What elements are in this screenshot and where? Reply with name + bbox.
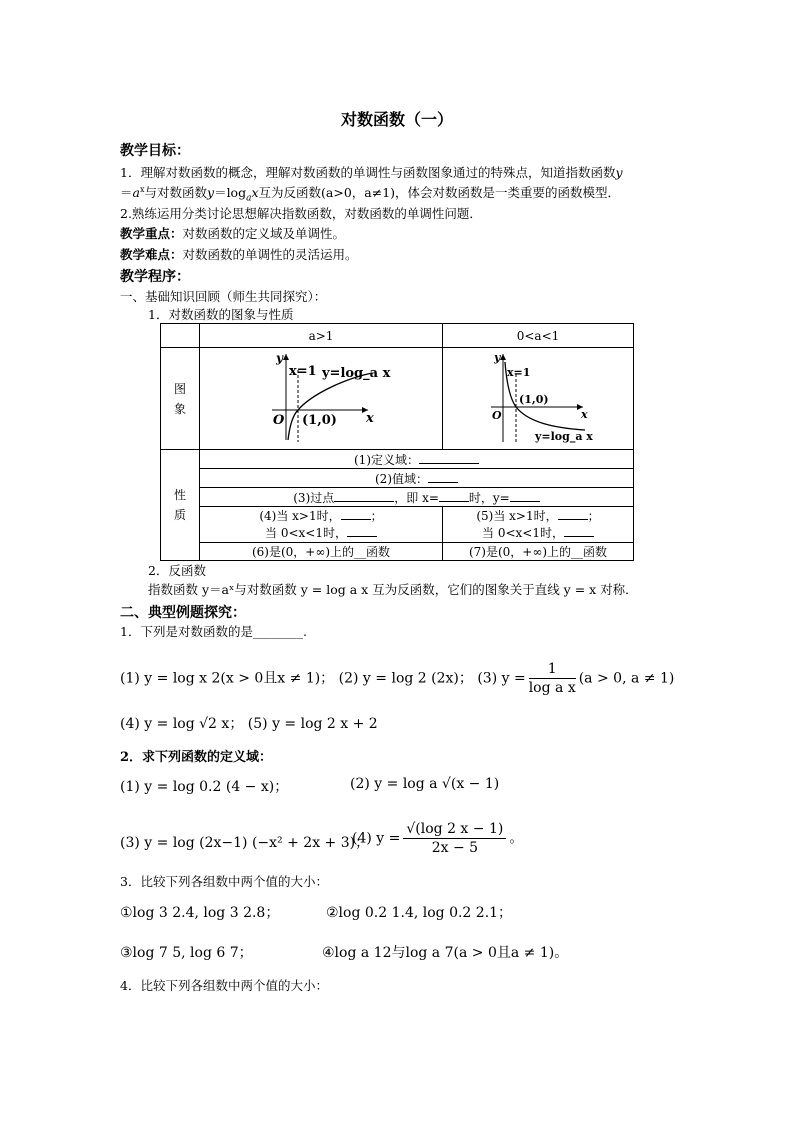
row-graph-label: 图象	[161, 348, 200, 450]
section1-heading: 一、基础知识回顾（师生共同探究）：	[120, 289, 327, 304]
prop-3: (3)过点 ，即 x= 时，y=	[200, 488, 634, 507]
curve-label: y=log_a x	[322, 366, 391, 381]
q2-opt2: (2) y = log a √(x − 1)	[350, 776, 500, 792]
axis-x-label-2: x	[581, 408, 588, 421]
q4: 4．比较下列各组数中两个值的大小：	[120, 978, 328, 993]
log-function-table	[160, 323, 634, 561]
graph-increasing	[200, 348, 442, 446]
origin-label-2: O	[492, 409, 502, 422]
q3-opt4: ④log a 12与log a 7(a > 0且a ≠ 1)。	[322, 945, 569, 961]
page-title: 对数函数（一）	[340, 110, 453, 129]
section1-sub1: 1．对数函数的图象与性质	[148, 307, 294, 322]
axis-y-label-2: y	[494, 351, 501, 364]
prop-6: (6)是(0，+∞)上的__函数	[200, 543, 443, 561]
curve-label-2: y=log_a x	[535, 430, 593, 443]
line-label: x=1	[289, 364, 317, 379]
section2-heading: 二、典型例题探究：	[120, 605, 246, 621]
prop-7: (7)是(0，+∞)上的__函数	[443, 543, 634, 561]
q3-opt3: ③log 7 5, log 6 7；	[120, 945, 253, 961]
section1-sub2: 2．反函数	[148, 563, 206, 578]
graph-decreasing	[443, 348, 633, 446]
procedure-heading: 教学程序：	[120, 269, 190, 285]
q2: 2．求下列函数的定义域：	[120, 750, 273, 765]
prop-2: (2)值域：	[200, 469, 634, 488]
q2-opt1: (1) y = log 0.2 (4 − x)；	[120, 779, 289, 795]
section1-sub2-text: 指数函数 y＝aˣ与对数函数 y = log a x 互为反函数，它们的图象关于直线 y = x 对称．	[148, 582, 638, 597]
header-a-lt-1: 0<a<1	[443, 324, 634, 348]
prop-5: (5)当 x>1时， ； 当 0<x<1时，	[443, 507, 634, 543]
axis-y-label: y	[276, 351, 283, 365]
q3: 3．比较下列各组数中两个值的大小：	[120, 874, 328, 889]
objective-line-1: 1．理解对数函数的概念，理解对数函数的单调性与函数图象通过的特殊点，知道指数函数y	[120, 165, 623, 180]
header-a-gt-1: a>1	[200, 324, 443, 348]
q1-options-row1: (1) y = log x 2(x > 0且x ≠ 1)； (2) y = log 2 (2x)； (3) y = $\frac{1}{\text{log a x}}$ (a > 0, a ≠ 1)	[120, 661, 675, 696]
point-label-2: (1,0)	[519, 393, 549, 406]
prop-4: (4)当 x>1时， ； 当 0<x<1时，	[200, 507, 443, 543]
graph-a-lt-1	[443, 348, 634, 450]
objective-line-1b: $=a^x$与对数函数$y=\log_ax$互为反函数(a>0，a≠1)，体会对数函数是一类重要的函数模型．	[120, 184, 621, 204]
point-label: (1,0)	[302, 413, 337, 428]
key-point: 教学重点：对数函数的定义域及单调性。	[120, 226, 346, 241]
prop-1: (1)定义域：	[200, 450, 634, 469]
q1: 1．下列是对数函数的是________.	[120, 624, 307, 639]
graph-a-gt-1	[200, 348, 443, 450]
line-label-2: x=1	[507, 366, 531, 379]
row-props-label: 性质	[161, 450, 200, 561]
q1-options-row2: (4) y = log √2 x； (5) y = log 2 x + 2	[120, 716, 378, 732]
q2-opt3: (3) y = log (2x−1) (−x² + 2x + 3)；	[120, 835, 370, 851]
origin-label: O	[273, 413, 285, 428]
axis-x-label: x	[366, 411, 374, 426]
q2-opt4: (4) y = $\frac{√(\log 2 x - 1)}{2x - 5}$ 。	[352, 821, 524, 856]
q3-opt1: ①log 3 2.4, log 3 2.8；	[120, 905, 280, 921]
objectives-heading: 教学目标：	[120, 143, 190, 159]
objective-line-2: 2.熟练运用分类讨论思想解决指数函数，对数函数的单调性问题．	[120, 206, 482, 221]
difficulty-point: 教学难点：对数函数的单调性的灵活运用。	[120, 247, 358, 262]
q3-opt2: ②log 0.2 1.4, log 0.2 2.1；	[326, 905, 513, 921]
